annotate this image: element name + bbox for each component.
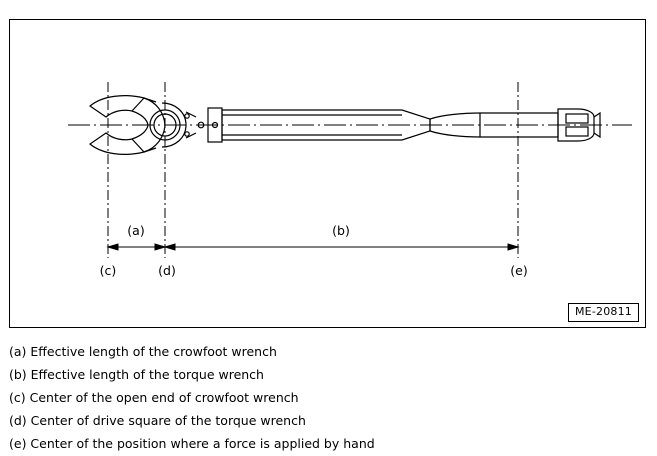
legend-item: (e) Center of the position where a force is applied by hand <box>9 436 375 451</box>
label-b: (b) <box>332 223 350 238</box>
reference-lines <box>108 82 518 258</box>
label-c: (c) <box>99 263 117 278</box>
dimension-b <box>165 244 518 250</box>
legend-item: (b) Effective length of the torque wrench <box>9 367 264 382</box>
label-d: (d) <box>158 263 176 278</box>
label-a: (a) <box>127 223 145 238</box>
legend-item: (c) Center of the open end of crowfoot wrench <box>9 390 299 405</box>
figure-panel <box>9 19 646 328</box>
dimension-a <box>108 244 165 250</box>
label-e: (e) <box>510 263 528 278</box>
legend-item: (a) Effective length of the crowfoot wrench <box>9 344 277 359</box>
torque-wrench-diagram <box>10 20 645 327</box>
figure-code-badge: ME-20811 <box>568 303 639 322</box>
legend-item: (d) Center of drive square of the torque wrench <box>9 413 306 428</box>
legend-list <box>9 340 649 455</box>
